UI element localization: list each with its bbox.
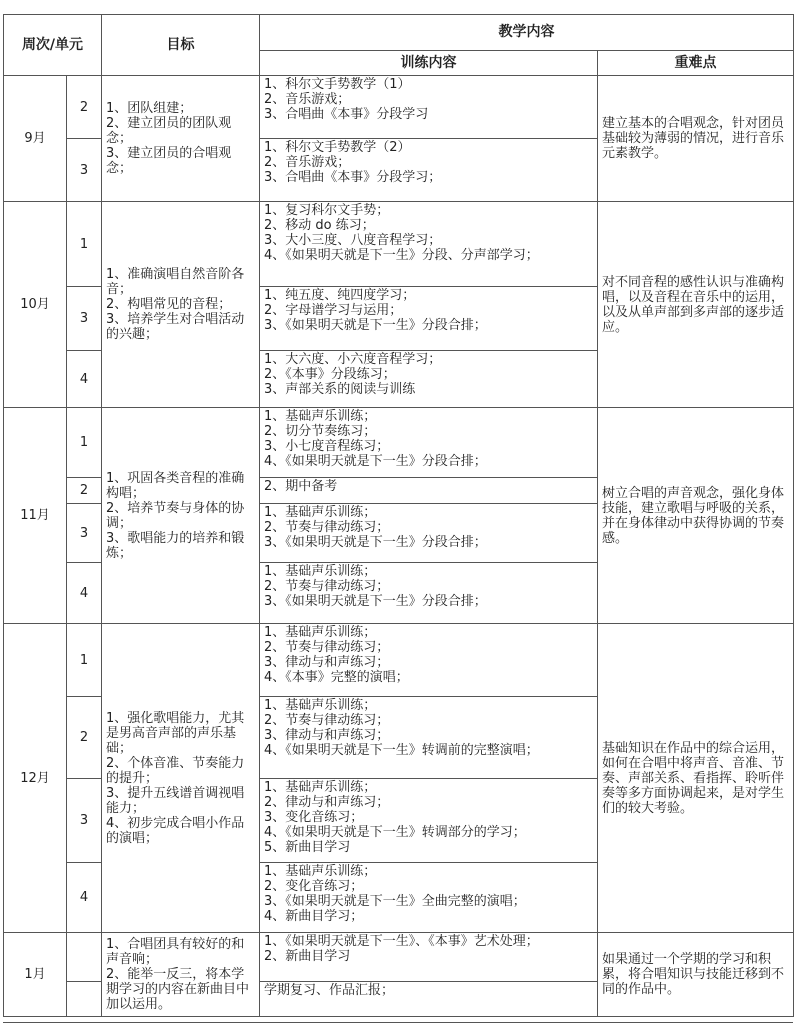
week-cell: 4 <box>67 863 102 933</box>
training-cell <box>260 933 598 982</box>
training-line: 3、合唱曲《本事》分段学习； <box>264 170 442 185</box>
training-line: 3、小七度音程练习； <box>264 439 390 454</box>
week-cell: 3 <box>67 287 102 351</box>
month-cell: 12月 <box>4 624 67 933</box>
training-line: 4、《如果明天就是下一生》分段合排； <box>264 454 487 469</box>
header-content: 教学内容 <box>260 15 794 51</box>
training-line: 3、《如果明天就是下一生》分段合排； <box>264 535 487 550</box>
training-line: 3、合唱曲《本事》分段学习 <box>264 107 429 122</box>
training-line: 4、《如果明天就是下一生》转调前的完整演唱； <box>264 743 539 758</box>
key-points-cell: 基础知识在作品中的综合运用，如何在合唱中将声音、音准、节奏、声部关系、看指挥、聆听伴奏等多方面协调起来，是对学生们的较大考验。 <box>598 624 794 933</box>
training-line: 5、新曲目学习 <box>264 840 351 855</box>
goal-line: 3、培养学生对合唱活动的兴趣； <box>106 312 245 342</box>
week-cell: 2 <box>67 697 102 779</box>
training-cell <box>260 504 598 563</box>
goal-line: 1、巩固各类音程的准确构唱； <box>106 470 245 501</box>
header-key-points: 重难点 <box>598 51 794 76</box>
training-line: 2、节奏与律动练习； <box>264 640 390 655</box>
training-cell <box>260 624 598 697</box>
training-line: 3、大小三度、八度音程学习； <box>264 233 442 248</box>
month-cell: 1月 <box>4 933 67 1017</box>
training-line: 2、律动与和声练习； <box>264 795 390 810</box>
training-line: 1、科尔文手势教学（1） <box>264 77 411 92</box>
week-cell <box>67 982 102 1017</box>
week-cell: 1 <box>67 408 102 478</box>
training-line: 3、《如果明天就是下一生》分段合排； <box>264 318 487 333</box>
goal-line: 1、团队组建； <box>106 101 193 116</box>
training-line: 2、期中备考 <box>264 479 338 494</box>
key-points-cell: 如果通过一个学期的学习和积累，将合唱知识与技能迁移到不同的作品中。 <box>598 933 794 1017</box>
training-line: 2、节奏与律动练习； <box>264 713 390 728</box>
goal-cell <box>102 408 260 624</box>
training-cell <box>260 287 598 351</box>
training-cell <box>260 408 598 478</box>
training-cell <box>260 478 598 504</box>
key-points-cell: 对不同音程的感性认识与准确构唱，以及音程在音乐中的运用，以及从单声部到多声部的逐步适应。 <box>598 202 794 408</box>
training-line: 1、基础声乐训练； <box>264 780 377 795</box>
training-cell <box>260 863 598 933</box>
training-line: 4、《本事》完整的演唱； <box>264 670 409 685</box>
training-line: 1、科尔文手势教学（2） <box>264 140 411 155</box>
training-line: 1、基础声乐训练； <box>264 864 377 879</box>
goal-line: 3、建立团员的合唱观念； <box>106 146 232 176</box>
training-line: 1、大六度、小六度音程学习； <box>264 352 442 367</box>
training-line: 1、复习科尔文手势； <box>264 203 390 218</box>
month-cell: 9月 <box>4 76 67 202</box>
bottom-rule <box>3 1022 793 1023</box>
training-line: 3、律动与和声练习； <box>264 655 390 670</box>
training-cell <box>260 982 598 1017</box>
goal-cell <box>102 933 260 1017</box>
training-cell <box>260 202 598 287</box>
training-line: 3、律动与和声练习； <box>264 728 390 743</box>
training-line: 2、节奏与律动练习； <box>264 579 390 594</box>
table-body <box>4 15 794 1017</box>
week-cell: 1 <box>67 202 102 287</box>
training-line: 1、基础声乐训练； <box>264 505 377 520</box>
training-line: 2、音乐游戏； <box>264 92 351 107</box>
training-line: 2、变化音练习； <box>264 879 364 894</box>
goal-line: 4、初步完成合唱小作品的演唱； <box>106 815 245 846</box>
training-line: 学期复习、作品汇报； <box>264 983 395 998</box>
month-cell: 11月 <box>4 408 67 624</box>
key-points-cell: 树立合唱的声音观念，强化身体技能，建立歌唱与呼吸的关系，并在身体律动中获得协调的节奏感。 <box>598 408 794 624</box>
table-row <box>4 76 794 139</box>
training-line: 2、音乐游戏； <box>264 155 351 170</box>
training-line: 1、基础声乐训练； <box>264 625 377 640</box>
key-points-cell: 建立基本的合唱观念，针对团员基础较为薄弱的情况，进行音乐元素教学。 <box>598 76 794 202</box>
training-cell <box>260 697 598 779</box>
week-cell: 3 <box>67 779 102 863</box>
goal-line: 2、能举一反三，将本学期学习的内容在新曲目中加以运用。 <box>106 967 250 1012</box>
goal-cell <box>102 76 260 202</box>
week-cell <box>67 933 102 982</box>
training-cell <box>260 563 598 624</box>
training-line: 1、基础声乐训练； <box>264 409 377 424</box>
week-cell: 4 <box>67 563 102 624</box>
goal-line: 2、建立团员的团队观念； <box>106 116 232 146</box>
training-line: 2、字母谱学习与运用； <box>264 303 403 318</box>
training-line: 2、移动 do 练习； <box>264 218 375 233</box>
header-training: 训练内容 <box>260 51 598 76</box>
goal-line: 1、强化歌唱能力，尤其是男高音声部的声乐基础； <box>106 710 245 756</box>
training-line: 2、切分节奏练习； <box>264 424 377 439</box>
goal-cell <box>102 202 260 408</box>
training-line: 1、纯五度、纯四度学习； <box>264 288 416 303</box>
training-cell <box>260 76 598 139</box>
training-cell <box>260 139 598 202</box>
header-row <box>4 15 794 51</box>
goal-line: 2、构唱常见的音程； <box>106 297 232 312</box>
header-goal: 目标 <box>102 15 260 76</box>
header-week-unit: 周次/单元 <box>4 15 102 76</box>
training-line: 3、声部关系的阅读与训练 <box>264 382 416 397</box>
table-row <box>4 408 794 478</box>
goal-line: 1、合唱团具有较好的和声音响； <box>106 937 245 967</box>
table-row <box>4 624 794 697</box>
training-line: 4、《如果明天就是下一生》分段、分声部学习； <box>264 248 539 263</box>
week-cell: 2 <box>67 76 102 139</box>
training-line: 2、《本事》分段练习； <box>264 367 396 382</box>
week-cell: 3 <box>67 504 102 563</box>
training-line: 2、节奏与律动练习； <box>264 520 390 535</box>
month-cell: 10月 <box>4 202 67 408</box>
table-row <box>4 933 794 982</box>
training-line: 1、基础声乐训练； <box>264 564 377 579</box>
training-cell <box>260 779 598 863</box>
training-line: 1、《如果明天就是下一生》、《本事》艺术处理； <box>264 934 539 949</box>
training-cell <box>260 351 598 408</box>
week-cell: 4 <box>67 351 102 408</box>
teaching-plan-table <box>3 14 794 1017</box>
training-line: 3、《如果明天就是下一生》全曲完整的演唱； <box>264 894 526 909</box>
training-line: 1、基础声乐训练； <box>264 698 377 713</box>
goal-cell <box>102 624 260 933</box>
training-line: 3、变化音练习； <box>264 810 364 825</box>
training-line: 3、《如果明天就是下一生》分段合排； <box>264 594 487 609</box>
goal-line: 2、个体音准、节奏能力的提升； <box>106 755 245 786</box>
table-row <box>4 202 794 287</box>
goal-line: 3、歌唱能力的培养和锻炼； <box>106 530 245 561</box>
week-cell: 1 <box>67 624 102 697</box>
goal-line: 3、提升五线谱首调视唱能力； <box>106 785 245 816</box>
training-line: 2、新曲目学习 <box>264 949 351 964</box>
training-line: 4、新曲目学习； <box>264 909 364 924</box>
goal-line: 2、培养节奏与身体的协调； <box>106 500 245 531</box>
goal-line: 1、准确演唱自然音阶各音； <box>106 267 245 297</box>
training-line: 4、《如果明天就是下一生》转调部分的学习； <box>264 825 526 840</box>
week-cell: 2 <box>67 478 102 504</box>
week-cell: 3 <box>67 139 102 202</box>
